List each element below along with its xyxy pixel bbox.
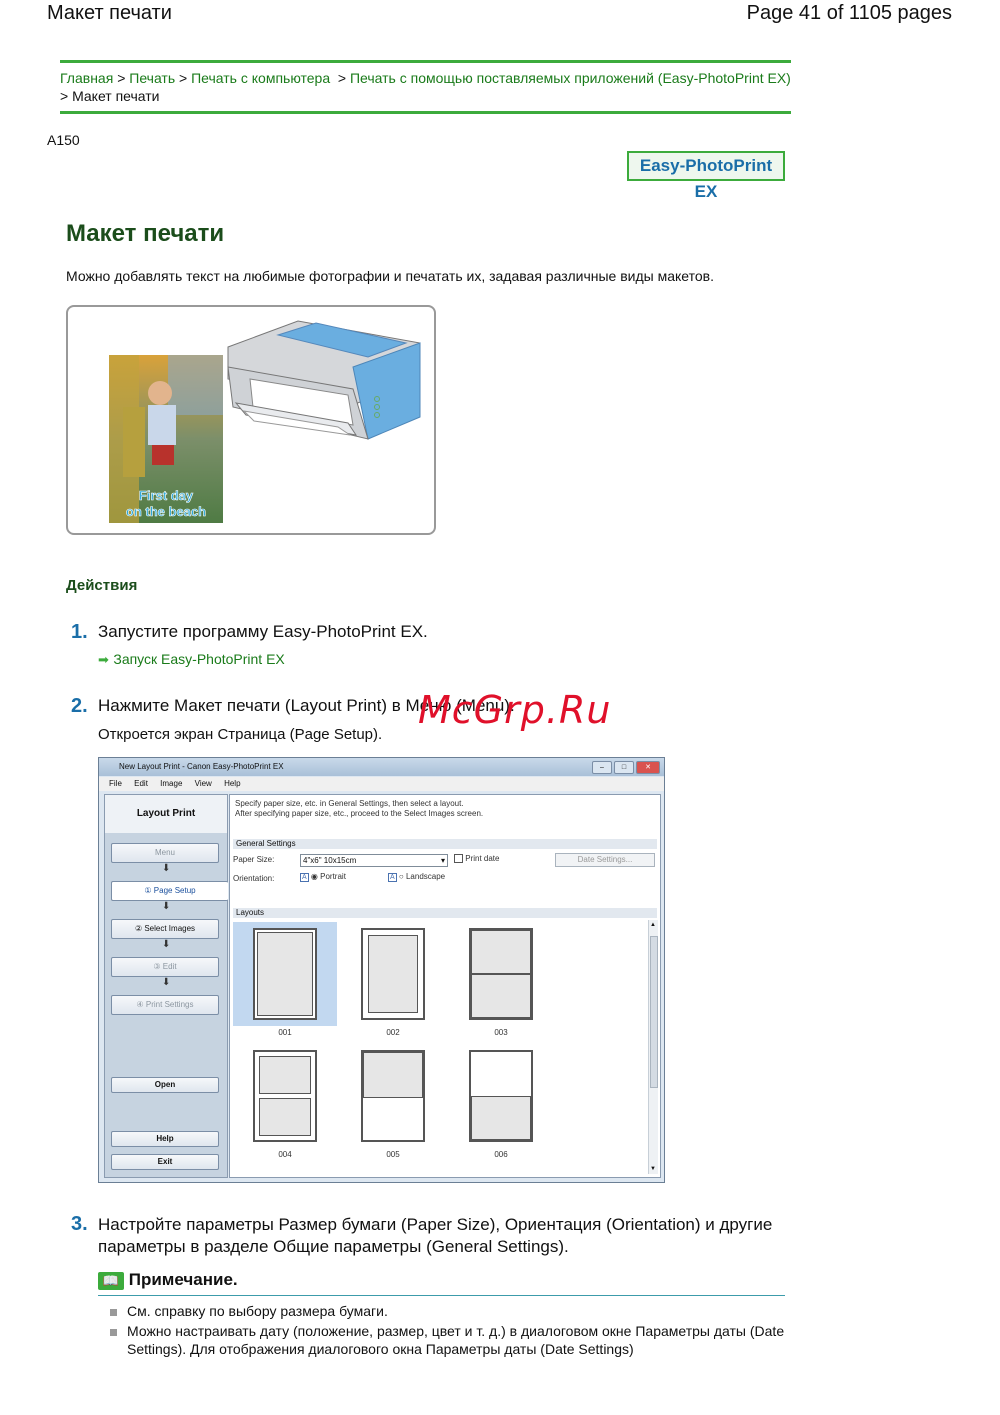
layout-option-003[interactable] (449, 922, 553, 1026)
paper-size-select[interactable] (300, 854, 448, 867)
layout-cell (471, 1096, 531, 1140)
layouts-scrollbar[interactable] (648, 920, 658, 1174)
page-setup-area (229, 794, 661, 1178)
panel-title: Layout Print (105, 795, 227, 833)
layout-label: 003 (494, 1028, 508, 1037)
menu-button[interactable]: Menu (111, 843, 219, 863)
breadcrumb-print[interactable]: Печать (129, 70, 176, 86)
layouts-grid (233, 920, 647, 1174)
header-title: Макет печати (47, 2, 172, 24)
breadcrumb-separator: > (334, 70, 350, 86)
open-button[interactable]: Open (111, 1077, 219, 1093)
note-item-text: Можно настраивать дату (положение, размер, цвет и т. д.) в диалоговом окне Параметры даты (Date Settings). Для отображения диалогового окна Параметры даты (Date Settings) (127, 1323, 785, 1357)
layouts-header: Layouts (233, 908, 657, 918)
down-arrow-icon: ⬇ (162, 863, 171, 874)
print-date-label: Print date (465, 854, 500, 863)
layout-page (469, 1050, 533, 1142)
edit-button[interactable]: ③ Edit (111, 957, 219, 977)
menu-view[interactable]: View (194, 779, 212, 788)
step-1-link[interactable] (98, 651, 285, 669)
down-arrow-icon: ⬇ (162, 901, 171, 912)
close-icon[interactable]: ✕ (636, 761, 660, 774)
step-navigation-panel (104, 794, 228, 1178)
portrait-label: Portrait (320, 872, 346, 881)
layout-option-006[interactable] (449, 1044, 553, 1148)
breadcrumb-current: Макет печати (72, 88, 160, 104)
note-item-text: См. справку по выбору размера бумаги. (127, 1303, 388, 1319)
general-settings-header: General Settings (233, 839, 657, 849)
bullet-icon (110, 1309, 117, 1316)
layout-option-005[interactable] (341, 1044, 445, 1148)
layout-label: 004 (278, 1150, 292, 1159)
note-heading (98, 1270, 238, 1290)
exit-button[interactable]: Exit (111, 1154, 219, 1170)
down-arrow-icon: ⬇ (162, 977, 171, 988)
actions-heading: Действия (66, 577, 138, 594)
note-item (110, 1322, 787, 1358)
layout-label: 006 (494, 1150, 508, 1159)
note-heading-text: Примечание. (128, 1270, 238, 1289)
layout-label: 002 (386, 1028, 400, 1037)
illustration (66, 305, 436, 535)
landscape-icon: A (390, 874, 395, 881)
paper-size-value: 4"x6" 10x15cm (303, 856, 357, 865)
instruction-line-2: After specifying paper size, etc., proceed to the Select Images screen. (235, 809, 484, 818)
step-2-text: Нажмите Макет печати (Layout Print) в Меню (Menu). (98, 696, 515, 715)
book-icon: 📖 (98, 1272, 124, 1290)
layout-page (253, 928, 317, 1020)
layout-page (253, 1050, 317, 1142)
step-1-link-text[interactable]: Запуск Easy-PhotoPrint EX (113, 651, 285, 667)
help-button[interactable]: Help (111, 1131, 219, 1147)
maximize-icon[interactable]: □ (614, 761, 634, 774)
window-menubar (99, 777, 664, 791)
scroll-thumb[interactable] (650, 936, 658, 1088)
breadcrumb-bundled-apps[interactable]: Печать с помощью поставляемых приложений (Easy-PhotoPrint EX) (349, 70, 791, 86)
page-title: Макет печати (66, 220, 225, 247)
bullet-icon (110, 1329, 117, 1336)
layout-label: 001 (278, 1028, 292, 1037)
scroll-up-icon[interactable]: ▲ (650, 922, 656, 928)
window-title: New Layout Print - Canon Easy-PhotoPrint EX (119, 762, 284, 771)
layout-option-001[interactable] (233, 922, 337, 1026)
breadcrumb-separator: > (179, 70, 192, 86)
radio-empty-icon: ○ (398, 872, 404, 881)
layout-label: 005 (386, 1150, 400, 1159)
instruction-line-1: Specify paper size, etc. in General Settings, then select a layout. (235, 799, 464, 808)
layout-page (469, 928, 533, 1020)
step-3-text: Настройте параметры Размер бумаги (Paper Size), Ориентация (Orientation) и другие параметры в разделе Общие параметры (General Settings). (98, 1215, 773, 1256)
step-1-number: 1. (71, 621, 88, 643)
intro-text: Можно добавлять текст на любимые фотографии и печатать их, задавая различные виды макетов. (66, 268, 714, 284)
instructions (235, 799, 483, 819)
step-1-text: Запустите программу Easy-PhotoPrint EX. (98, 622, 428, 641)
breadcrumb-home[interactable]: Главная (60, 70, 114, 86)
breadcrumb-separator: > (60, 88, 73, 104)
portrait-radio[interactable] (300, 872, 346, 882)
step-2-number: 2. (71, 695, 88, 717)
breadcrumb (60, 60, 791, 114)
layout-option-002[interactable] (341, 922, 445, 1026)
layout-page (361, 928, 425, 1020)
layout-cell (368, 935, 418, 1013)
breadcrumb-separator: > (117, 70, 130, 86)
photo-caption-line-2: on the beach (125, 504, 207, 519)
date-settings-button[interactable]: Date Settings... (555, 853, 655, 867)
layout-cell (363, 1052, 423, 1098)
window-titlebar (99, 758, 664, 776)
layout-cell (471, 974, 531, 1018)
orientation-label: Orientation: (233, 874, 275, 883)
landscape-radio[interactable] (388, 872, 445, 882)
product-badge: Easy-PhotoPrint EX (627, 151, 785, 181)
chevron-down-icon: ▾ (440, 856, 445, 865)
step-2-subtext: Откроется экран Страница (Page Setup). (98, 726, 383, 743)
paper-size-label: Paper Size: (233, 855, 275, 864)
select-images-button[interactable]: ② Select Images (111, 919, 219, 939)
down-arrow-icon: ⬇ (162, 939, 171, 950)
menu-edit[interactable]: Edit (134, 779, 148, 788)
layout-cell (259, 1098, 311, 1136)
note-item (110, 1302, 780, 1320)
portrait-icon: A (302, 874, 307, 881)
document-code: A150 (47, 132, 80, 148)
step-3-number: 3. (71, 1213, 88, 1235)
menu-image[interactable]: Image (160, 779, 183, 788)
breadcrumb-print-from-computer[interactable]: Печать с компьютера (191, 70, 331, 86)
page-counter: Page 41 of 1105 pages (746, 2, 952, 24)
layout-page (361, 1050, 425, 1142)
layout-cell (257, 932, 313, 1016)
layout-cell (259, 1056, 311, 1094)
print-settings-button[interactable]: ④ Print Settings (111, 995, 219, 1015)
radio-selected-icon: ◉ (310, 872, 318, 881)
layout-cell (471, 930, 531, 974)
photo-printer-illustration (68, 307, 434, 533)
layout-option-004[interactable] (233, 1044, 337, 1148)
minimize-icon[interactable]: – (592, 761, 612, 774)
note-divider (98, 1295, 785, 1296)
green-arrow-icon: ➡ (98, 652, 109, 667)
page-setup-button[interactable]: ① Page Setup (111, 881, 228, 901)
photo-caption-line-1: First day (138, 488, 194, 503)
checkbox-icon (454, 854, 463, 863)
watermark: McGrp.Ru (418, 688, 612, 732)
menu-file[interactable]: File (109, 779, 122, 788)
app-window-screenshot (98, 757, 665, 1183)
menu-help[interactable]: Help (224, 779, 241, 788)
print-date-checkbox[interactable] (454, 854, 499, 863)
landscape-label: Landscape (405, 872, 446, 881)
scroll-down-icon[interactable]: ▼ (650, 1166, 656, 1172)
